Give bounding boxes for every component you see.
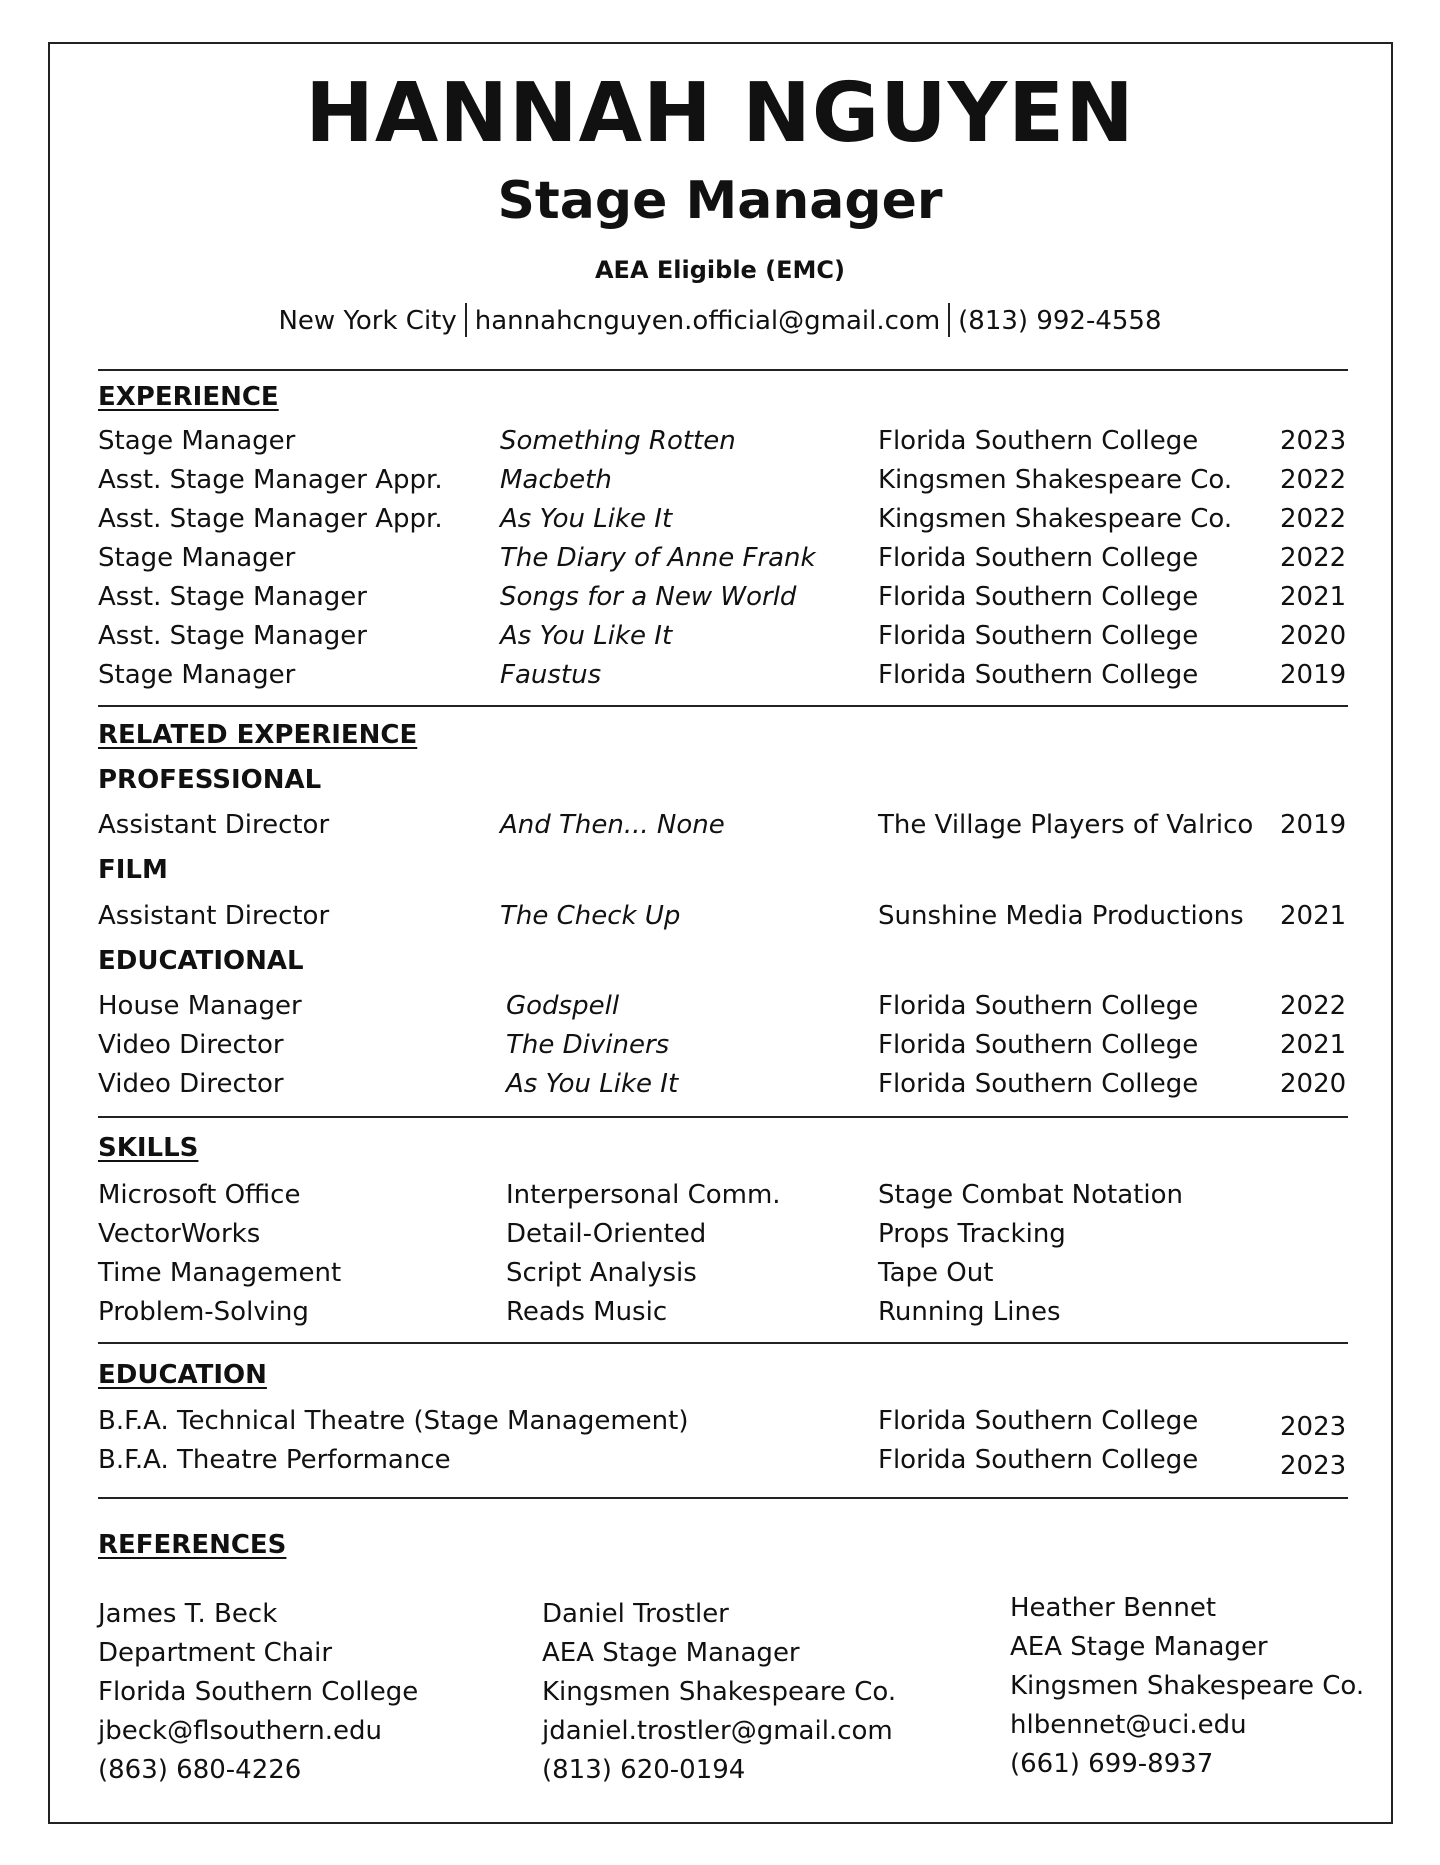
reference-name: Heather Bennet: [1010, 1593, 1217, 1623]
credit-company: Kingsmen Shakespeare Co.: [878, 465, 1233, 495]
credit-company: Florida Southern College: [878, 543, 1199, 573]
skill-item: Running Lines: [878, 1297, 1061, 1327]
credit-role: Asst. Stage Manager Appr.: [98, 504, 443, 534]
credit-show: The Check Up: [500, 901, 681, 931]
reference-email[interactable]: jbeck@flsouthern.edu: [98, 1716, 383, 1746]
reference-title: AEA Stage Manager: [542, 1638, 800, 1668]
reference-title: AEA Stage Manager: [1010, 1632, 1268, 1662]
contact-line: [0, 303, 1440, 339]
degree-school: Florida Southern College: [878, 1445, 1199, 1475]
credit-show: As You Like It: [500, 504, 673, 534]
credit-show: Something Rotten: [500, 426, 736, 456]
skill-item: Props Tracking: [878, 1219, 1066, 1249]
reference-card: [1010, 1589, 1364, 1784]
credit-show: Macbeth: [500, 465, 612, 495]
credit-year: 2019: [1280, 660, 1347, 690]
experience-row: [0, 617, 1440, 656]
reference-name: James T. Beck: [98, 1599, 278, 1629]
professional-row: [0, 806, 1440, 845]
educational-row: [0, 987, 1440, 1026]
experience-row: [0, 500, 1440, 539]
credit-show: And Then... None: [500, 810, 725, 840]
union-status: AEA Eligible (EMC): [594, 256, 846, 284]
education-heading: EDUCATION: [98, 1360, 267, 1390]
credit-year: 2022: [1280, 991, 1347, 1021]
skill-item: Reads Music: [506, 1297, 668, 1327]
credit-year: 2021: [1280, 582, 1347, 612]
credit-year: 2023: [1280, 426, 1347, 456]
credit-role: Video Director: [98, 1030, 284, 1060]
experience-row: [0, 422, 1440, 461]
credit-company: Florida Southern College: [878, 660, 1199, 690]
skill-item: Stage Combat Notation: [878, 1180, 1183, 1210]
skills-row: [0, 1293, 1440, 1332]
contact-email[interactable]: hannahcnguyen.official@gmail.com: [474, 306, 941, 336]
candidate-role: Stage Manager: [497, 171, 943, 231]
credit-role: House Manager: [98, 991, 302, 1021]
skill-item: Tape Out: [878, 1258, 994, 1288]
credit-show: As You Like It: [506, 1069, 679, 1099]
skills-row: [0, 1254, 1440, 1293]
section-divider: [98, 705, 1348, 707]
section-divider: [98, 1342, 1348, 1344]
reference-title: Department Chair: [98, 1638, 333, 1668]
credit-role: Video Director: [98, 1069, 284, 1099]
credit-year: 2021: [1280, 1030, 1347, 1060]
educational-subheading: EDUCATIONAL: [98, 946, 304, 976]
film-row: [0, 897, 1440, 936]
credit-year: 2019: [1280, 810, 1347, 840]
reference-card: [98, 1595, 418, 1790]
credit-year: 2021: [1280, 901, 1347, 931]
degree-year: 2023: [1280, 1451, 1347, 1481]
skill-item: Script Analysis: [506, 1258, 697, 1288]
educational-row: [0, 1065, 1440, 1104]
section-divider: [98, 369, 1348, 371]
section-divider: [98, 1497, 1348, 1499]
reference-email[interactable]: jdaniel.trostler@gmail.com: [542, 1716, 893, 1746]
credit-show: Godspell: [506, 991, 620, 1021]
credit-show: As You Like It: [500, 621, 673, 651]
credit-year: 2022: [1280, 504, 1347, 534]
reference-organization: Kingsmen Shakespeare Co.: [542, 1677, 897, 1707]
reference-card: [542, 1595, 896, 1790]
contact-city: New York City: [278, 306, 457, 336]
credit-role: Stage Manager: [98, 543, 296, 573]
educational-row: [0, 1026, 1440, 1065]
experience-row: [0, 656, 1440, 695]
professional-subheading: PROFESSIONAL: [98, 765, 322, 795]
credit-show: The Diary of Anne Frank: [500, 543, 816, 573]
skill-item: Microsoft Office: [98, 1180, 301, 1210]
education-row: [0, 1402, 1440, 1441]
credit-company: Florida Southern College: [878, 621, 1199, 651]
credit-year: 2020: [1280, 1069, 1347, 1099]
candidate-name: HANNAH NGUYEN: [305, 66, 1135, 161]
skill-item: VectorWorks: [98, 1219, 261, 1249]
credit-role: Assistant Director: [98, 901, 330, 931]
references-heading: REFERENCES: [98, 1530, 287, 1560]
reference-organization: Florida Southern College: [98, 1677, 419, 1707]
skill-item: Time Management: [98, 1258, 342, 1288]
reference-phone[interactable]: (661) 699-8937: [1010, 1749, 1214, 1779]
credit-role: Stage Manager: [98, 426, 296, 456]
experience-heading: EXPERIENCE: [98, 382, 279, 412]
reference-name: Daniel Trostler: [542, 1599, 729, 1629]
degree-year: 2023: [1280, 1412, 1347, 1442]
experience-row: [0, 461, 1440, 500]
credit-company: Florida Southern College: [878, 582, 1199, 612]
credit-show: Faustus: [500, 660, 602, 690]
education-row: [0, 1441, 1440, 1480]
credit-role: Assistant Director: [98, 810, 330, 840]
credit-company: Florida Southern College: [878, 426, 1199, 456]
credit-show: The Diviners: [506, 1030, 670, 1060]
skill-item: Interpersonal Comm.: [506, 1180, 781, 1210]
degree-name: B.F.A. Technical Theatre (Stage Management): [98, 1406, 689, 1436]
degree-school: Florida Southern College: [878, 1406, 1199, 1436]
reference-organization: Kingsmen Shakespeare Co.: [1010, 1671, 1365, 1701]
experience-row: [0, 578, 1440, 617]
credit-company: Kingsmen Shakespeare Co.: [878, 504, 1233, 534]
degree-name: B.F.A. Theatre Performance: [98, 1445, 451, 1475]
experience-row: [0, 539, 1440, 578]
reference-phone[interactable]: (813) 620-0194: [542, 1755, 746, 1785]
section-divider: [98, 1116, 1348, 1118]
credit-year: 2022: [1280, 465, 1347, 495]
skill-item: Problem-Solving: [98, 1297, 309, 1327]
credit-company: The Village Players of Valrico: [878, 810, 1254, 840]
credit-company: Florida Southern College: [878, 991, 1199, 1021]
credit-show: Songs for a New World: [500, 582, 797, 612]
related-experience-heading: RELATED EXPERIENCE: [98, 720, 418, 750]
credit-role: Asst. Stage Manager Appr.: [98, 465, 443, 495]
credit-company: Sunshine Media Productions: [878, 901, 1244, 931]
contact-divider: [948, 303, 950, 337]
reference-phone[interactable]: (863) 680-4226: [98, 1755, 302, 1785]
film-subheading: FILM: [98, 855, 168, 885]
credit-company: Florida Southern College: [878, 1069, 1199, 1099]
skills-row: [0, 1215, 1440, 1254]
credit-role: Stage Manager: [98, 660, 296, 690]
skill-item: Detail-Oriented: [506, 1219, 707, 1249]
skills-row: [0, 1176, 1440, 1215]
skills-heading: SKILLS: [98, 1133, 199, 1163]
credit-year: 2020: [1280, 621, 1347, 651]
credit-year: 2022: [1280, 543, 1347, 573]
contact-phone[interactable]: (813) 992-4558: [958, 306, 1162, 336]
reference-email[interactable]: hlbennet@uci.edu: [1010, 1710, 1247, 1740]
credit-company: Florida Southern College: [878, 1030, 1199, 1060]
contact-divider: [465, 303, 467, 337]
credit-role: Asst. Stage Manager: [98, 582, 367, 612]
credit-role: Asst. Stage Manager: [98, 621, 367, 651]
